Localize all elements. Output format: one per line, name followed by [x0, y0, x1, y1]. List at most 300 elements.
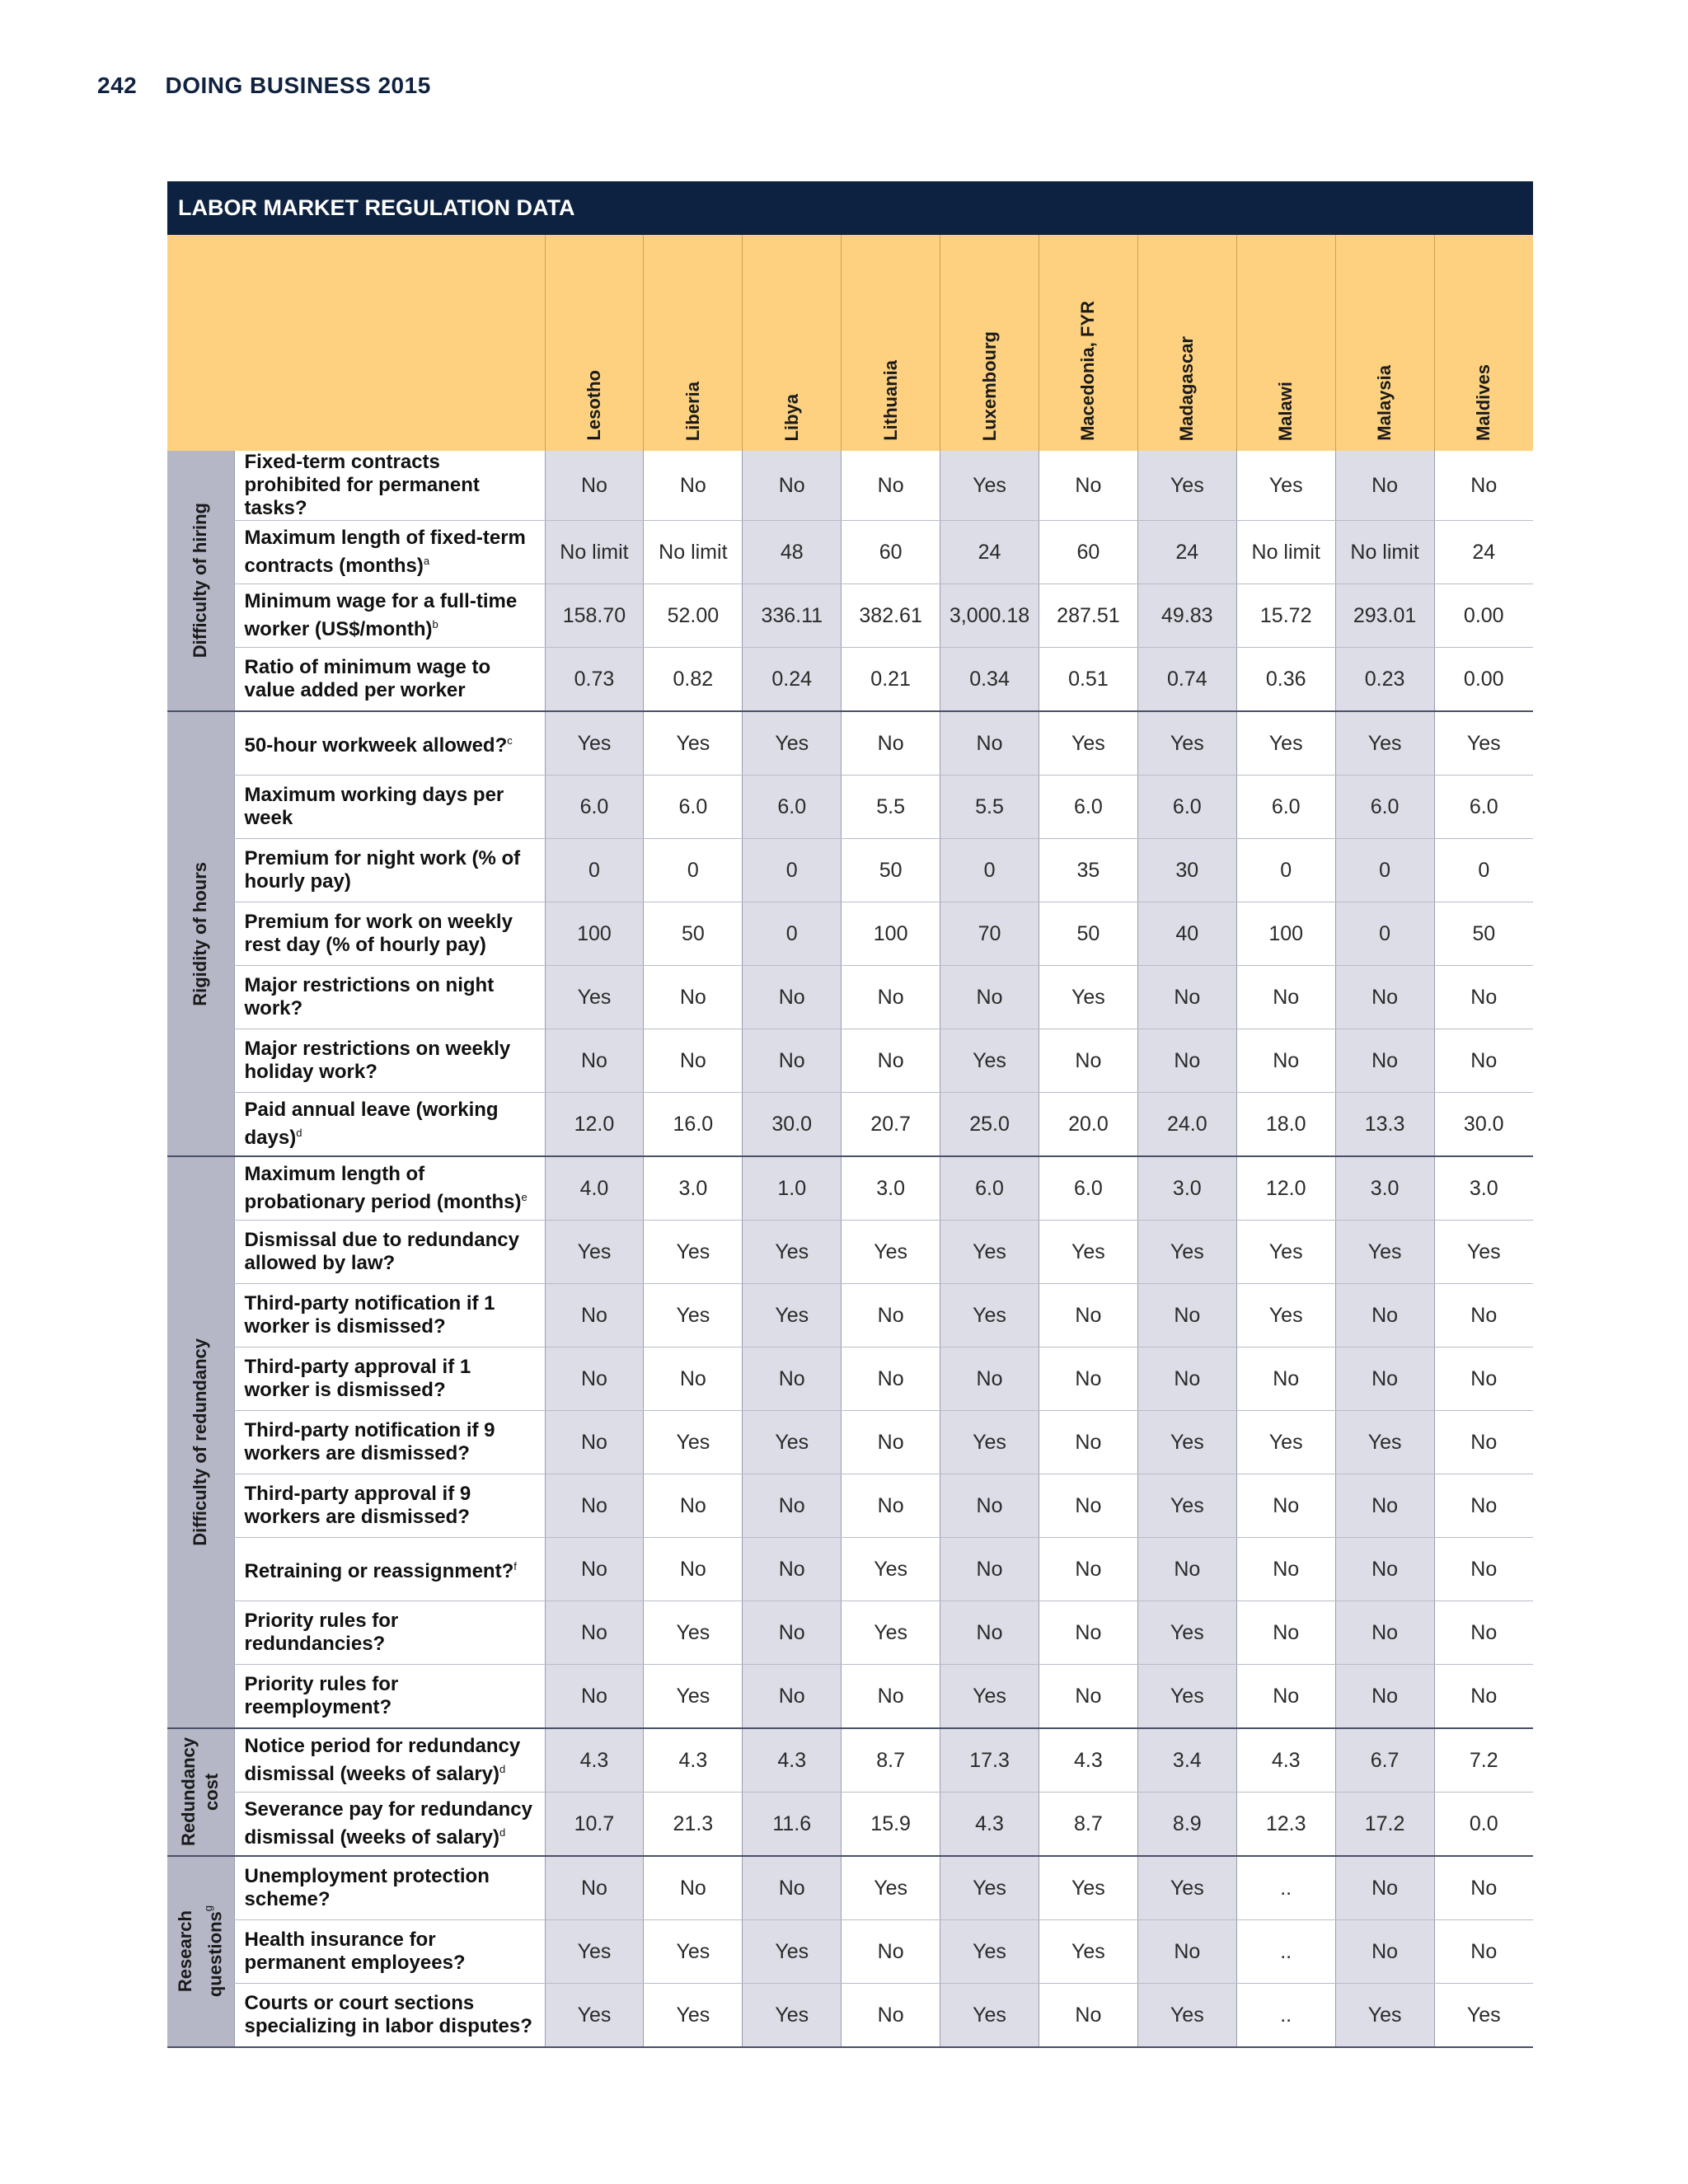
value-cell: No limit — [1236, 521, 1335, 584]
running-head — [97, 73, 431, 99]
value-cell: Yes — [644, 1411, 743, 1474]
value-cell: No — [842, 1411, 940, 1474]
value-cell: No — [1039, 451, 1137, 521]
value-cell: Yes — [940, 1221, 1039, 1284]
value-cell: 4.3 — [545, 1728, 644, 1793]
value-cell: No — [842, 1284, 940, 1347]
value-cell: 16.0 — [644, 1093, 743, 1157]
value-cell: 8.9 — [1137, 1793, 1236, 1857]
value-cell: 12.0 — [545, 1093, 644, 1157]
value-cell: No — [1236, 1538, 1335, 1601]
value-cell: 0 — [1335, 839, 1434, 902]
value-cell: No — [743, 1856, 842, 1920]
value-cell: 4.3 — [644, 1728, 743, 1793]
value-cell: 336.11 — [743, 584, 842, 648]
value-cell: No — [644, 1029, 743, 1093]
value-cell: 3.0 — [1137, 1156, 1236, 1221]
value-cell: 6.0 — [1434, 776, 1533, 839]
table-row — [167, 776, 1533, 839]
country-header — [644, 235, 743, 451]
value-cell: No — [644, 966, 743, 1029]
value-cell: Yes — [1137, 711, 1236, 776]
value-cell: No — [743, 1347, 842, 1411]
value-cell: 0.23 — [1335, 648, 1434, 712]
value-cell: No — [545, 1538, 644, 1601]
value-cell: 50 — [842, 839, 940, 902]
value-cell: 50 — [1434, 902, 1533, 966]
value-cell: 0 — [644, 839, 743, 902]
value-cell: 18.0 — [1236, 1093, 1335, 1157]
value-cell: 50 — [1039, 902, 1137, 966]
value-cell: 49.83 — [1137, 584, 1236, 648]
indicator-label: Priority rules for reemployment? — [234, 1665, 545, 1729]
value-cell: Yes — [644, 711, 743, 776]
value-cell: 0 — [1335, 902, 1434, 966]
value-cell: 0.34 — [940, 648, 1039, 712]
value-cell: No — [1039, 1984, 1137, 2048]
value-cell: 48 — [743, 521, 842, 584]
value-cell: 4.3 — [1039, 1728, 1137, 1793]
value-cell: 0 — [1236, 839, 1335, 902]
value-cell: 35 — [1039, 839, 1137, 902]
value-cell: 6.0 — [1236, 776, 1335, 839]
value-cell: Yes — [743, 1984, 842, 2048]
value-cell: 5.5 — [940, 776, 1039, 839]
value-cell: No — [1236, 966, 1335, 1029]
table-row — [167, 839, 1533, 902]
table-row — [167, 966, 1533, 1029]
value-cell: Yes — [1335, 1221, 1434, 1284]
footnote-marker: b — [432, 618, 438, 630]
country-header — [1236, 235, 1335, 451]
country-name: Lesotho — [583, 370, 604, 441]
value-cell: 11.6 — [743, 1793, 842, 1857]
value-cell: Yes — [842, 1601, 940, 1665]
value-cell: No — [1434, 1474, 1533, 1538]
indicator-label: Retraining or reassignment?$^f$ — [234, 1538, 545, 1601]
country-header — [1434, 235, 1533, 451]
value-cell: No — [1039, 1029, 1137, 1093]
value-cell: 50 — [644, 902, 743, 966]
value-cell: No — [1434, 1347, 1533, 1411]
value-cell: No — [1434, 1856, 1533, 1920]
value-cell: Yes — [1137, 1984, 1236, 2048]
value-cell: No — [842, 451, 940, 521]
value-cell: 100 — [545, 902, 644, 966]
value-cell: Yes — [644, 1920, 743, 1984]
value-cell: 0.36 — [1236, 648, 1335, 712]
value-cell: 30.0 — [1434, 1093, 1533, 1157]
value-cell: Yes — [644, 1221, 743, 1284]
table-row — [167, 1156, 1533, 1221]
value-cell: Yes — [1039, 1856, 1137, 1920]
value-cell: 0.00 — [1434, 648, 1533, 712]
indicator-label: Health insurance for permanent employees? — [234, 1920, 545, 1984]
value-cell: 6.0 — [743, 776, 842, 839]
value-cell: Yes — [1137, 1221, 1236, 1284]
value-cell: No limit — [1335, 521, 1434, 584]
indicator-label: Third-party approval if 9 workers are dismissed? — [234, 1474, 545, 1538]
value-cell: No — [545, 1347, 644, 1411]
value-cell: Yes — [644, 1665, 743, 1729]
value-cell: No — [743, 1601, 842, 1665]
footnote-marker: e — [521, 1191, 528, 1203]
value-cell: 3,000.18 — [940, 584, 1039, 648]
value-cell: No — [1335, 1029, 1434, 1093]
value-cell: Yes — [644, 1601, 743, 1665]
value-cell: No — [1434, 1411, 1533, 1474]
indicator-label: Courts or court sections specializing in labor disputes? — [234, 1984, 545, 2048]
value-cell: No — [1039, 1347, 1137, 1411]
value-cell: Yes — [1039, 1920, 1137, 1984]
value-cell: 3.0 — [644, 1156, 743, 1221]
table-row — [167, 451, 1533, 521]
value-cell: Yes — [545, 711, 644, 776]
value-cell: No — [545, 1029, 644, 1093]
value-cell: No — [1434, 451, 1533, 521]
table-row — [167, 1984, 1533, 2048]
value-cell: 7.2 — [1434, 1728, 1533, 1793]
value-cell: 3.4 — [1137, 1728, 1236, 1793]
value-cell: No — [1137, 1538, 1236, 1601]
indicator-label: Maximum length of probationary period (months)$^e$ — [234, 1156, 545, 1221]
value-cell: 24 — [940, 521, 1039, 584]
value-cell: Yes — [940, 451, 1039, 521]
value-cell: No — [1335, 451, 1434, 521]
value-cell: No — [940, 1347, 1039, 1411]
indicator-label: Maximum length of fixed-term contracts (months)$^a$ — [234, 521, 545, 584]
value-cell: No — [545, 1411, 644, 1474]
value-cell: No — [644, 1856, 743, 1920]
value-cell: No — [1039, 1284, 1137, 1347]
page-number: 242 — [97, 73, 138, 98]
value-cell: Yes — [1335, 1984, 1434, 2048]
value-cell: Yes — [1039, 1221, 1137, 1284]
value-cell: Yes — [940, 1029, 1039, 1093]
data-table — [167, 235, 1533, 2048]
value-cell: 287.51 — [1039, 584, 1137, 648]
value-cell: No — [1236, 1665, 1335, 1729]
value-cell: 6.0 — [1039, 776, 1137, 839]
indicator-label: Priority rules for redundancies? — [234, 1601, 545, 1665]
group-label: Rigidity of hours — [190, 861, 211, 1006]
value-cell: 6.0 — [940, 1156, 1039, 1221]
country-name: Madagascar — [1176, 335, 1198, 441]
value-cell: No — [1236, 1601, 1335, 1665]
value-cell: No — [842, 1665, 940, 1729]
value-cell: Yes — [1137, 1601, 1236, 1665]
value-cell: 20.7 — [842, 1093, 940, 1157]
footnote-marker: d — [499, 1826, 506, 1839]
country-header — [940, 235, 1039, 451]
group-label: Difficulty of hiring — [190, 503, 211, 658]
value-cell: 293.01 — [1335, 584, 1434, 648]
value-cell: 4.0 — [545, 1156, 644, 1221]
value-cell: No — [1335, 1347, 1434, 1411]
value-cell: No — [1335, 1856, 1434, 1920]
value-cell: No — [842, 1474, 940, 1538]
value-cell: 21.3 — [644, 1793, 743, 1857]
indicator-label: 50-hour workweek allowed?$^c$ — [234, 711, 545, 776]
country-name: Maldives — [1473, 364, 1494, 441]
value-cell: 15.72 — [1236, 584, 1335, 648]
value-cell: Yes — [842, 1856, 940, 1920]
indicator-label: Premium for work on weekly rest day (% of hourly pay) — [234, 902, 545, 966]
value-cell: No — [1434, 1029, 1533, 1093]
value-cell: 100 — [1236, 902, 1335, 966]
value-cell: No — [644, 451, 743, 521]
value-cell: 24 — [1137, 521, 1236, 584]
value-cell: No — [842, 1347, 940, 1411]
table-row — [167, 1538, 1533, 1601]
table-row — [167, 1029, 1533, 1093]
value-cell: Yes — [743, 1411, 842, 1474]
value-cell: Yes — [940, 1856, 1039, 1920]
value-cell: Yes — [1335, 1411, 1434, 1474]
header-blank-group — [167, 235, 234, 451]
value-cell: 3.0 — [1434, 1156, 1533, 1221]
indicator-label: Major restrictions on night work? — [234, 966, 545, 1029]
country-header — [1039, 235, 1137, 451]
table-row — [167, 1474, 1533, 1538]
value-cell: 17.2 — [1335, 1793, 1434, 1857]
value-cell: No — [940, 1601, 1039, 1665]
header-row — [167, 235, 1533, 451]
indicator-label: Premium for night work (% of hourly pay) — [234, 839, 545, 902]
value-cell: 3.0 — [1335, 1156, 1434, 1221]
value-cell: Yes — [1236, 711, 1335, 776]
value-cell: No — [743, 966, 842, 1029]
value-cell: 24.0 — [1137, 1093, 1236, 1157]
table-row — [167, 1793, 1533, 1857]
value-cell: Yes — [1434, 1221, 1533, 1284]
value-cell: No — [1039, 1538, 1137, 1601]
table-row — [167, 1093, 1533, 1157]
footnote-marker: a — [423, 555, 430, 567]
country-header — [1137, 235, 1236, 451]
country-name: Malawi — [1275, 381, 1296, 441]
value-cell: No — [1335, 1665, 1434, 1729]
value-cell: 30 — [1137, 839, 1236, 902]
value-cell: 12.3 — [1236, 1793, 1335, 1857]
value-cell: 30.0 — [743, 1093, 842, 1157]
value-cell: No — [1039, 1665, 1137, 1729]
value-cell: Yes — [1039, 966, 1137, 1029]
value-cell: No — [1137, 1284, 1236, 1347]
country-header — [545, 235, 644, 451]
value-cell: 6.7 — [1335, 1728, 1434, 1793]
value-cell: 24 — [1434, 521, 1533, 584]
value-cell: 8.7 — [1039, 1793, 1137, 1857]
value-cell: No — [940, 711, 1039, 776]
value-cell: No — [1434, 1601, 1533, 1665]
value-cell: 4.3 — [940, 1793, 1039, 1857]
value-cell: 4.3 — [1236, 1728, 1335, 1793]
footnote-marker: f — [513, 1560, 517, 1572]
value-cell: No limit — [545, 521, 644, 584]
indicator-label: Major restrictions on weekly holiday work? — [234, 1029, 545, 1093]
country-header — [842, 235, 940, 451]
value-cell: 13.3 — [1335, 1093, 1434, 1157]
value-cell: 4.3 — [743, 1728, 842, 1793]
value-cell: No — [842, 1920, 940, 1984]
value-cell: No — [842, 966, 940, 1029]
country-header — [743, 235, 842, 451]
book-title: DOING BUSINESS 2015 — [165, 73, 431, 98]
group-footnote-marker: g — [202, 1905, 215, 1912]
indicator-label: Unemployment protection scheme? — [234, 1856, 545, 1920]
value-cell: Yes — [644, 1984, 743, 2048]
value-cell: 60 — [1039, 521, 1137, 584]
indicator-label: Maximum working days per week — [234, 776, 545, 839]
group-label-cell — [167, 1856, 234, 2047]
value-cell: Yes — [1137, 1411, 1236, 1474]
value-cell: No — [1137, 966, 1236, 1029]
value-cell: Yes — [743, 1221, 842, 1284]
value-cell: .. — [1236, 1856, 1335, 1920]
country-name: Macedonia, FYR — [1077, 301, 1099, 441]
value-cell: Yes — [1137, 1665, 1236, 1729]
value-cell: No — [1434, 1538, 1533, 1601]
value-cell: 100 — [842, 902, 940, 966]
value-cell: No — [644, 1347, 743, 1411]
value-cell: 40 — [1137, 902, 1236, 966]
value-cell: No — [1236, 1029, 1335, 1093]
table-row — [167, 1221, 1533, 1284]
table-row — [167, 648, 1533, 712]
table-row — [167, 902, 1533, 966]
value-cell: 3.0 — [842, 1156, 940, 1221]
value-cell: No — [1434, 1920, 1533, 1984]
value-cell: 382.61 — [842, 584, 940, 648]
value-cell: 6.0 — [545, 776, 644, 839]
country-name: Malaysia — [1374, 365, 1395, 441]
value-cell: No — [842, 1984, 940, 2048]
indicator-label: Fixed-term contracts prohibited for permanent tasks? — [234, 451, 545, 521]
value-cell: Yes — [1335, 711, 1434, 776]
indicator-label: Dismissal due to redundancy allowed by law? — [234, 1221, 545, 1284]
value-cell: No — [1434, 966, 1533, 1029]
group-label-cell — [167, 1156, 234, 1728]
indicator-label: Ratio of minimum wage to value added per worker — [234, 648, 545, 712]
value-cell: No — [842, 1029, 940, 1093]
value-cell: 70 — [940, 902, 1039, 966]
value-cell: 6.0 — [644, 776, 743, 839]
value-cell: No — [1335, 1538, 1434, 1601]
group-label: Difficulty of redundancy — [190, 1338, 211, 1546]
value-cell: Yes — [1434, 711, 1533, 776]
value-cell: No — [644, 1538, 743, 1601]
labor-market-table — [167, 181, 1533, 2048]
value-cell: No — [545, 1856, 644, 1920]
table-row — [167, 1347, 1533, 1411]
value-cell: No — [1335, 1601, 1434, 1665]
indicator-label: Third-party notification if 1 worker is dismissed? — [234, 1284, 545, 1347]
value-cell: Yes — [545, 966, 644, 1029]
value-cell: 10.7 — [545, 1793, 644, 1857]
value-cell: Yes — [1137, 1474, 1236, 1538]
table-row — [167, 1665, 1533, 1729]
value-cell: No — [1137, 1029, 1236, 1093]
value-cell: Yes — [1434, 1984, 1533, 2048]
value-cell: 0.00 — [1434, 584, 1533, 648]
value-cell: Yes — [940, 1411, 1039, 1474]
value-cell: 15.9 — [842, 1793, 940, 1857]
value-cell: No — [743, 451, 842, 521]
table-row — [167, 521, 1533, 584]
value-cell: No — [1236, 1347, 1335, 1411]
indicator-label: Severance pay for redundancy dismissal (weeks of salary)$^d$ — [234, 1793, 545, 1857]
value-cell: No — [1335, 966, 1434, 1029]
value-cell: 0.73 — [545, 648, 644, 712]
value-cell: 12.0 — [1236, 1156, 1335, 1221]
group-label-cell — [167, 1728, 234, 1856]
country-name: Luxembourg — [978, 330, 1000, 441]
value-cell: No — [940, 966, 1039, 1029]
value-cell: Yes — [743, 711, 842, 776]
value-cell: 52.00 — [644, 584, 743, 648]
value-cell: Yes — [743, 1284, 842, 1347]
value-cell: 0.24 — [743, 648, 842, 712]
value-cell: No — [545, 451, 644, 521]
table-row — [167, 584, 1533, 648]
value-cell: 0 — [940, 839, 1039, 902]
value-cell: 0 — [545, 839, 644, 902]
value-cell: No — [1039, 1474, 1137, 1538]
indicator-label: Third-party notification if 9 workers are dismissed? — [234, 1411, 545, 1474]
table-row — [167, 1920, 1533, 1984]
value-cell: 25.0 — [940, 1093, 1039, 1157]
group-label-cell — [167, 451, 234, 711]
value-cell: No — [545, 1474, 644, 1538]
value-cell: No — [644, 1474, 743, 1538]
value-cell: Yes — [1236, 1284, 1335, 1347]
value-cell: 1.0 — [743, 1156, 842, 1221]
value-cell: 0 — [743, 839, 842, 902]
value-cell: Yes — [940, 1920, 1039, 1984]
value-cell: No — [1335, 1284, 1434, 1347]
value-cell: No — [940, 1474, 1039, 1538]
value-cell: No — [1039, 1411, 1137, 1474]
value-cell: .. — [1236, 1984, 1335, 2048]
value-cell: No limit — [644, 521, 743, 584]
value-cell: Yes — [1039, 711, 1137, 776]
indicator-label: Minimum wage for a full-time worker (US$/month)$^b$ — [234, 584, 545, 648]
indicator-label: Third-party approval if 1 worker is dismissed? — [234, 1347, 545, 1411]
value-cell: 20.0 — [1039, 1093, 1137, 1157]
value-cell: Yes — [842, 1221, 940, 1284]
table-row — [167, 1411, 1533, 1474]
value-cell: Yes — [940, 1665, 1039, 1729]
value-cell: No — [743, 1665, 842, 1729]
table-row — [167, 1856, 1533, 1920]
value-cell: 0.21 — [842, 648, 940, 712]
group-label: Redundancy cost — [178, 1737, 223, 1847]
value-cell: No — [1434, 1665, 1533, 1729]
value-cell: 158.70 — [545, 584, 644, 648]
value-cell: No — [1137, 1920, 1236, 1984]
value-cell: 6.0 — [1039, 1156, 1137, 1221]
value-cell: No — [940, 1538, 1039, 1601]
value-cell: No — [743, 1029, 842, 1093]
value-cell: Yes — [940, 1984, 1039, 2048]
value-cell: No — [1236, 1474, 1335, 1538]
value-cell: Yes — [545, 1221, 644, 1284]
country-name: Liberia — [682, 381, 703, 441]
value-cell: No — [545, 1284, 644, 1347]
value-cell: No — [743, 1474, 842, 1538]
value-cell: Yes — [545, 1920, 644, 1984]
